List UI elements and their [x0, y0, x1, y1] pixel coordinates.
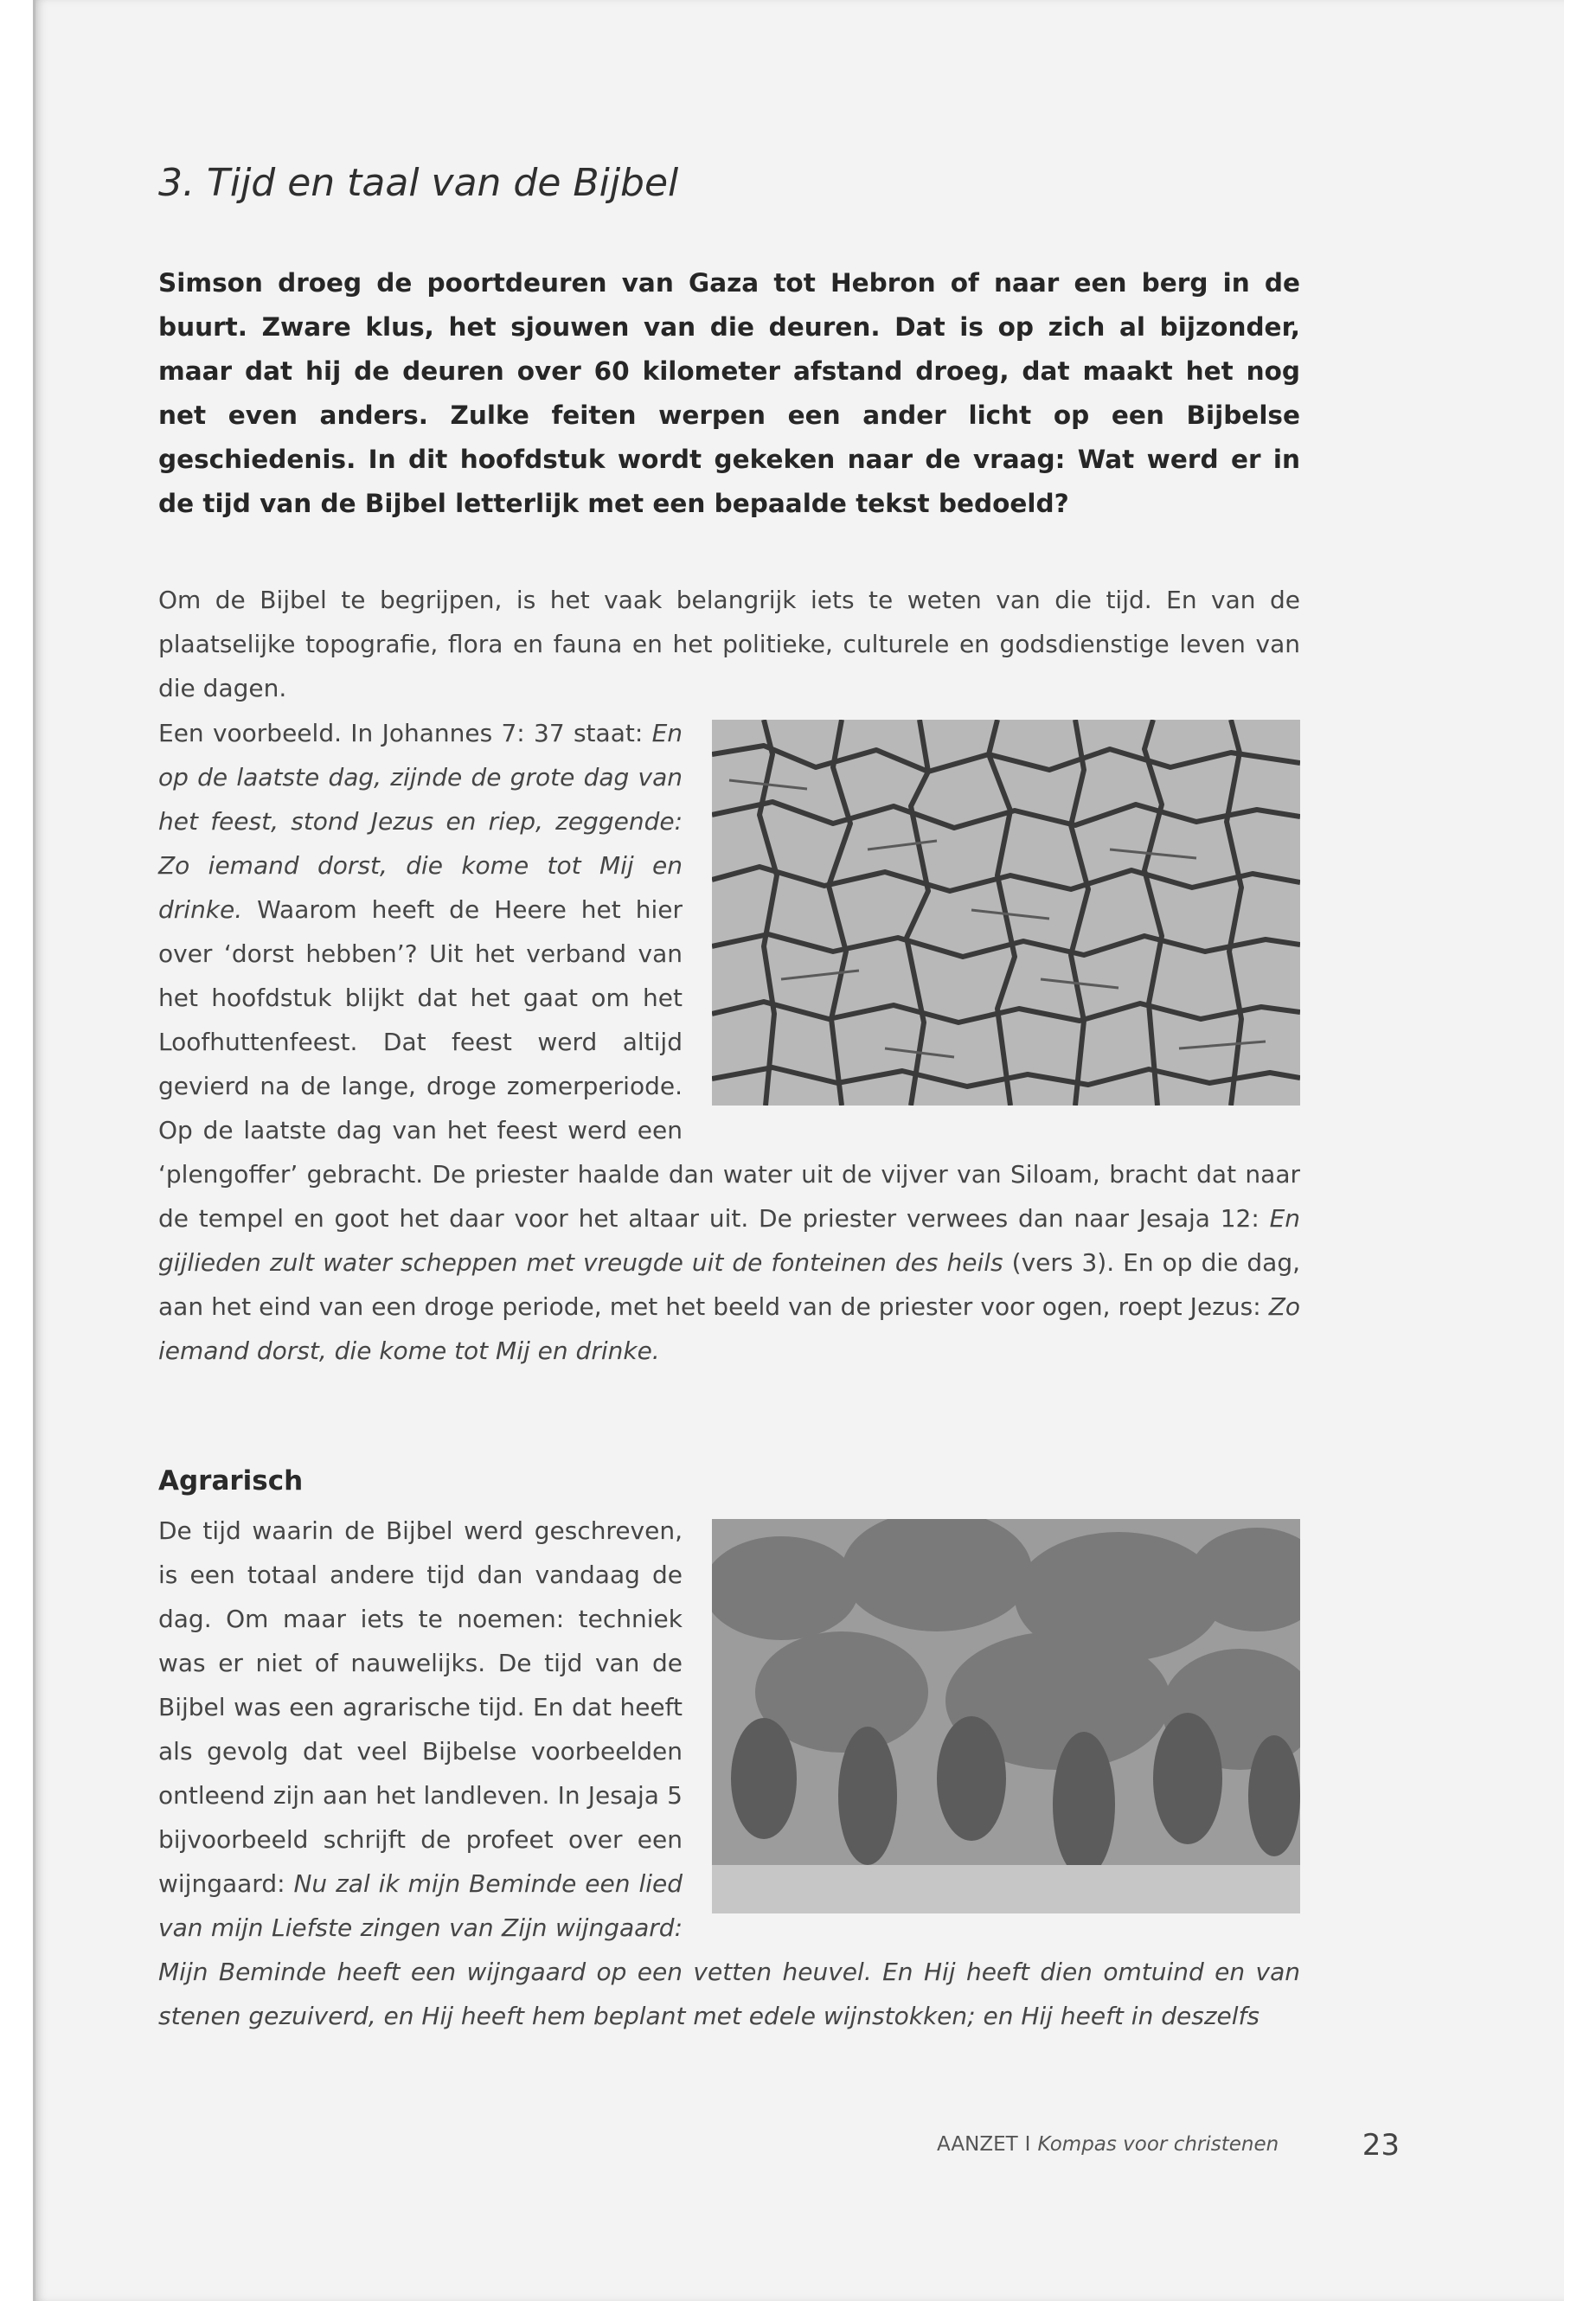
quote-johannes: En op de laatste dag, zijnde de grote dag van het feest, stond Jezus en riep, zeggende: Zo iemand dorst, die kome tot Mij en drinke.: [158, 719, 683, 924]
page-binding-edge: [33, 0, 35, 2301]
example-text-explanation: Waarom heeft de Heere het hier over ‘dorst hebben’? Uit het verband van het hoofdstuk blijkt dat het gaat om het Loofhuttenfeest. Dat feest werd altijd gevierd na de lange, droge zomerperiode. Op de laatste dag van het feest werd een ‘plengoffer’ gebracht. De priester haalde dan water uit de vijver van Siloam, bracht dat naar de tempel en goot het daar voor het altaar uit. De priester verwees dan naar Jesaja 12:: [158, 895, 1300, 1233]
paragraph-context: Om de Bijbel te begrijpen, is het vaak belangrijk iets te weten van die tijd. En van de plaatselijke topografie, flora en fauna en het politieke, culturele en godsdienstige leven van die dagen.: [158, 586, 1300, 702]
footer-separator: I: [1024, 2133, 1031, 2156]
footer-subtitle: Kompas voor christenen: [1037, 2133, 1279, 2156]
cracked-earth-photo: [712, 720, 1300, 1106]
page-footer: [937, 2128, 1400, 2185]
page-number: 23: [1362, 2128, 1400, 2163]
agrarisch-text: De tijd waarin de Bijbel werd geschreven, is een totaal andere tijd dan vandaag de dag. Om maar iets te noemen: techniek was er niet of nauwelijks. De tijd van de Bijbel was een agrarische tijd. En dat heeft als gevolg dat veel Bijbelse voorbeelden ontleend zijn aan het landleven. In Jesaja 5 bijvoorbeeld schrijft de profeet over een wijngaard:: [158, 1516, 683, 1898]
agrarisch-block: [158, 1509, 1300, 2038]
example-block: [158, 711, 1300, 1373]
paragraph-agrarisch: [158, 1509, 1300, 2038]
example-text-conclusion: (vers 3). En op die dag, aan het eind van een droge periode, met het beeld van de priester voor ogen, roept Jezus:: [158, 1248, 1300, 1321]
example-text-intro: Een voorbeeld. In Johannes 7: 37 staat:: [158, 719, 652, 747]
page-content: [158, 0, 1400, 2301]
quote-jezus: Zo iemand dorst, die kome tot Mij en drinke.: [158, 1292, 1300, 1365]
footer-brand: AANZET: [937, 2133, 1018, 2156]
vineyard-photo: [712, 1519, 1300, 1913]
section-heading: Agrarisch: [158, 1465, 304, 1497]
chapter-title: 3. Tijd en taal van de Bijbel: [158, 161, 679, 205]
quote-jesaja-12: En gijlieden zult water scheppen met vreugde uit de fonteinen des heils: [158, 1204, 1300, 1277]
quote-jesaja-5: Nu zal ik mijn Beminde een lied van mijn Liefste zingen van Zijn wijngaard: Mijn Beminde heeft een wijngaard op een vetten heuvel. En Hij heeft dien omtuind en van stenen gezuiverd, en Hij heeft hem beplant met edele wijnstokken; en Hij heeft in deszelfs: [158, 1869, 1300, 2030]
intro-paragraph: Simson droeg de poortdeuren van Gaza tot Hebron of naar een berg in de buurt. Zware klus, het sjouwen van die deuren. Dat is op zich al bijzonder, maar dat hij de deuren over 60 kilometer afstand droeg, dat maakt het nog net even anders. Zulke feiten werpen een ander licht op een Bijbelse geschiedenis. In dit hoofdstuk wordt gekeken naar de vraag: Wat werd er in de tijd van de Bijbel letterlijk met een bepaalde tekst bedoeld?: [158, 268, 1300, 518]
